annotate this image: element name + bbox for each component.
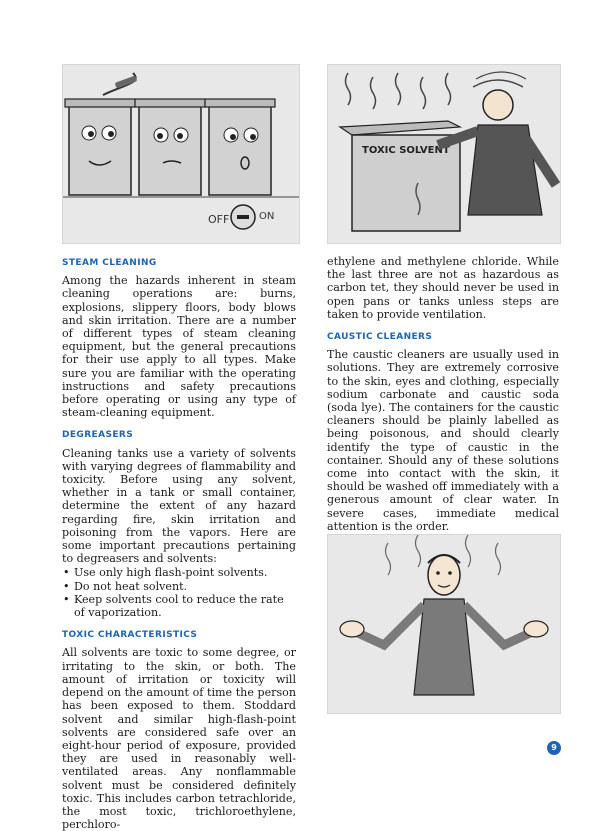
shrugging-man-illustration <box>327 534 561 714</box>
toxic-solvent-illustration <box>327 64 561 244</box>
switch-off-label: OFF <box>208 213 230 226</box>
bullet-item: • Do not heat solvent. <box>62 580 296 593</box>
continuation-paragraph: ethylene and methylene chloride. While the last three are not as hazardous as carbon tet, they should never be used in open pans or tanks unless steps are taken to provide ventilation. <box>327 255 559 321</box>
caustic-cleaners-heading: CAUSTIC CLEANERS <box>327 332 433 343</box>
steam-cleaning-heading: STEAM CLEANING <box>62 258 157 268</box>
degreasers-paragraph: Cleaning tanks use a variety of solvents with varying degrees of flammability and toxicity. Before using any solvent, whether in a tank or small container, determine the extent of any hazard regarding fire, skin irritation and poisoning from the vapors. Here are some important precautions pertaining to degreasers and solvents: <box>62 446 296 566</box>
tank-label: TOXIC SOLVENT <box>362 145 450 156</box>
degreasers-bullet-list <box>62 566 296 619</box>
degreasers-heading: DEGREASERS <box>62 430 134 441</box>
toxic-solvent-drawing <box>328 65 560 243</box>
steam-tanks-drawing <box>63 65 299 243</box>
left-column <box>62 257 296 831</box>
bullet-item: • Use only high flash-point solvents. <box>62 566 296 579</box>
shrugging-man-drawing <box>328 535 560 713</box>
caustic-cleaners-paragraph: The caustic cleaners are usually used in solutions. They are extremely corrosive to the skin, eyes and clothing, especially sodium carbonate and caustic soda (soda lye). The containers for the caustic cleaners should be plainly labelled as being poisonous, and should clearly identify the type of caustic in the container. Should any of these solutions come into contact with the skin, it should be washed off immediately with a generous amount of clear water. In severe cases, immediate medical attention is the order. <box>327 348 559 533</box>
steam-cleaning-paragraph: Among the hazards inherent in steam cleaning operations are: burns, explosions, slippery floors, body blows and skin irritation. There are a number of different types of steam cleaning equipment, but the general precautions for their use apply to all types. Make sure you are familiar with the operating instructions and safety precautions before operating or using any type of steam-cleaning equipment. <box>62 274 296 420</box>
steam-cleaning-illustration <box>62 64 300 244</box>
page-number-badge: 9 <box>547 741 561 755</box>
switch-on-label: ON <box>259 211 275 222</box>
bullet-item: • Keep solvents cool to reduce the rate of vaporization. <box>62 593 296 619</box>
toxic-characteristics-heading: TOXIC CHARACTERISTICS <box>62 630 198 641</box>
toxic-characteristics-paragraph: All solvents are toxic to some degree, or irritating to the skin, or both. The amount of irritation or toxicity will depend on the amount of time the person has been exposed to them. Stoddard solvent and similar high-flash-point solvents are considered safe over an eight-hour period of exposure, provided they are used in reasonably well-ventilated areas. Any nonflammable solvent must be considered definitely toxic. This includes carbon tetrachloride, the most toxic, trichloroethylene, perchloro- <box>62 646 296 831</box>
